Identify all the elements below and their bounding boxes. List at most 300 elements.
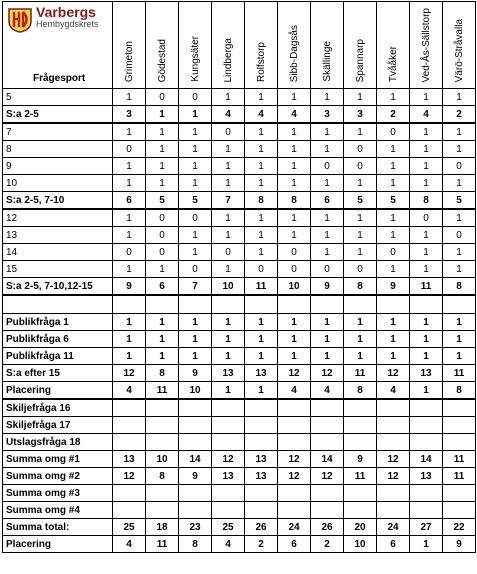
column-header-label: Rolfstorp bbox=[255, 41, 267, 82]
score-cell: 26 bbox=[311, 519, 344, 536]
score-cell: 5 bbox=[443, 192, 476, 210]
score-cell: 20 bbox=[344, 519, 377, 536]
score-cell: 1 bbox=[179, 244, 212, 261]
score-cell: 11 bbox=[146, 382, 179, 400]
score-cell: 1 bbox=[278, 209, 311, 227]
score-cell: 9 bbox=[179, 468, 212, 485]
score-cell: 1 bbox=[410, 348, 443, 365]
score-cell: 8 bbox=[410, 192, 443, 210]
table-row bbox=[3, 209, 476, 227]
score-cell bbox=[410, 399, 443, 417]
score-cell: 6 bbox=[113, 192, 146, 210]
table-row bbox=[3, 261, 476, 278]
score-cell: 9 bbox=[377, 278, 410, 296]
row-label: Skiljefråga 17 bbox=[3, 417, 113, 434]
column-header bbox=[311, 2, 344, 89]
row-label: Summa omg #4 bbox=[3, 502, 113, 519]
column-header-label: Tvååker bbox=[387, 45, 399, 82]
score-cell: 0 bbox=[146, 89, 179, 106]
score-cell: 27 bbox=[410, 519, 443, 536]
score-cell: 1 bbox=[245, 331, 278, 348]
score-cell bbox=[212, 399, 245, 417]
score-cell: 2 bbox=[377, 106, 410, 124]
score-cell: 1 bbox=[377, 314, 410, 331]
score-cell bbox=[245, 399, 278, 417]
score-cell: 1 bbox=[212, 331, 245, 348]
row-label: 14 bbox=[3, 244, 113, 261]
score-cell: 10 bbox=[146, 451, 179, 468]
score-cell: 8 bbox=[146, 365, 179, 382]
score-cell: 0 bbox=[212, 244, 245, 261]
table-row bbox=[3, 331, 476, 348]
logo-icon bbox=[6, 5, 34, 33]
table-row bbox=[3, 502, 476, 519]
score-cell: 1 bbox=[113, 227, 146, 244]
score-cell: 8 bbox=[344, 382, 377, 400]
corner-cell bbox=[3, 2, 113, 89]
row-label: 5 bbox=[3, 89, 113, 106]
score-cell bbox=[311, 434, 344, 451]
column-header-label: Ved-Ås-Sällstorp bbox=[420, 7, 432, 82]
column-header bbox=[278, 2, 311, 89]
score-cell bbox=[146, 417, 179, 434]
score-cell: 10 bbox=[278, 278, 311, 296]
row-label: 15 bbox=[3, 261, 113, 278]
score-cell: 8 bbox=[278, 192, 311, 210]
score-cell: 1 bbox=[212, 89, 245, 106]
score-cell: 1 bbox=[377, 89, 410, 106]
score-cell: 10 bbox=[344, 536, 377, 553]
score-cell bbox=[311, 295, 344, 314]
column-header bbox=[377, 2, 410, 89]
score-cell bbox=[278, 485, 311, 502]
score-cell: 0 bbox=[311, 261, 344, 278]
score-cell bbox=[113, 417, 146, 434]
score-cell: 1 bbox=[113, 261, 146, 278]
score-cell bbox=[212, 485, 245, 502]
score-cell: 1 bbox=[410, 314, 443, 331]
score-cell: 9 bbox=[113, 278, 146, 296]
table-row bbox=[3, 175, 476, 192]
score-cell: 18 bbox=[146, 519, 179, 536]
score-cell bbox=[212, 502, 245, 519]
score-cell: 1 bbox=[113, 123, 146, 141]
row-label: Summa total: bbox=[3, 519, 113, 536]
score-cell: 1 bbox=[377, 348, 410, 365]
score-cell: 11 bbox=[146, 536, 179, 553]
score-cell: 26 bbox=[245, 519, 278, 536]
score-cell: 0 bbox=[377, 123, 410, 141]
score-cell: 1 bbox=[311, 227, 344, 244]
score-cell: 1 bbox=[245, 314, 278, 331]
brand-subtitle: Hembygdskrets bbox=[36, 19, 99, 30]
score-cell: 1 bbox=[212, 158, 245, 175]
score-cell: 1 bbox=[311, 331, 344, 348]
table-row bbox=[3, 244, 476, 261]
score-cell: 7 bbox=[179, 278, 212, 296]
table-row bbox=[3, 295, 476, 314]
score-cell: 1 bbox=[212, 175, 245, 192]
score-cell: 9 bbox=[179, 365, 212, 382]
column-header-label: Värö-Stråvalla bbox=[453, 18, 465, 82]
score-cell: 5 bbox=[377, 192, 410, 210]
score-cell: 1 bbox=[377, 158, 410, 175]
score-cell: 1 bbox=[344, 314, 377, 331]
row-label: 10 bbox=[3, 175, 113, 192]
score-cell bbox=[443, 434, 476, 451]
score-cell: 12 bbox=[278, 451, 311, 468]
score-cell bbox=[311, 485, 344, 502]
table-body bbox=[3, 89, 476, 553]
score-cell: 0 bbox=[113, 141, 146, 158]
score-cell: 1 bbox=[344, 227, 377, 244]
score-table bbox=[2, 1, 476, 553]
score-cell: 12 bbox=[212, 451, 245, 468]
table-row bbox=[3, 192, 476, 210]
score-cell bbox=[146, 502, 179, 519]
score-cell bbox=[146, 434, 179, 451]
score-cell: 12 bbox=[278, 468, 311, 485]
score-cell bbox=[179, 485, 212, 502]
score-cell: 1 bbox=[377, 209, 410, 227]
score-cell: 1 bbox=[212, 382, 245, 400]
score-cell: 1 bbox=[443, 123, 476, 141]
score-cell: 14 bbox=[179, 451, 212, 468]
score-cell: 4 bbox=[377, 382, 410, 400]
row-label: Publikfråga 6 bbox=[3, 331, 113, 348]
score-cell: 0 bbox=[146, 209, 179, 227]
score-cell: 1 bbox=[179, 348, 212, 365]
score-cell bbox=[344, 434, 377, 451]
score-cell: 8 bbox=[179, 536, 212, 553]
score-cell: 1 bbox=[113, 175, 146, 192]
row-label: Summa omg #1 bbox=[3, 451, 113, 468]
score-cell bbox=[113, 485, 146, 502]
score-cell: 1 bbox=[410, 261, 443, 278]
score-cell: 1 bbox=[410, 227, 443, 244]
score-cell bbox=[311, 417, 344, 434]
score-cell: 1 bbox=[278, 331, 311, 348]
score-cell: 4 bbox=[212, 106, 245, 124]
score-cell bbox=[113, 399, 146, 417]
score-cell: 1 bbox=[113, 158, 146, 175]
score-cell bbox=[443, 502, 476, 519]
score-cell: 2 bbox=[311, 536, 344, 553]
score-cell bbox=[443, 295, 476, 314]
score-cell bbox=[344, 417, 377, 434]
score-cell bbox=[377, 295, 410, 314]
score-cell: 13 bbox=[212, 468, 245, 485]
score-cell bbox=[410, 485, 443, 502]
column-header-label: Sibb-Dagsås bbox=[288, 24, 300, 82]
score-cell: 9 bbox=[311, 278, 344, 296]
table-row bbox=[3, 106, 476, 124]
score-cell bbox=[311, 502, 344, 519]
score-cell: 1 bbox=[311, 348, 344, 365]
score-cell: 4 bbox=[311, 382, 344, 400]
score-cell: 5 bbox=[344, 192, 377, 210]
score-cell: 9 bbox=[344, 451, 377, 468]
score-cell: 1 bbox=[377, 175, 410, 192]
column-header bbox=[410, 2, 443, 89]
table-row bbox=[3, 141, 476, 158]
row-label: Publikfråga 1 bbox=[3, 314, 113, 331]
score-cell bbox=[245, 502, 278, 519]
score-cell: 3 bbox=[344, 106, 377, 124]
score-cell: 1 bbox=[410, 89, 443, 106]
score-cell: 0 bbox=[344, 141, 377, 158]
header-row bbox=[3, 2, 476, 89]
score-cell: 0 bbox=[278, 244, 311, 261]
score-cell: 1 bbox=[212, 348, 245, 365]
score-cell: 0 bbox=[179, 89, 212, 106]
table-row bbox=[3, 314, 476, 331]
score-cell bbox=[443, 417, 476, 434]
score-cell: 12 bbox=[377, 451, 410, 468]
score-cell: 1 bbox=[410, 175, 443, 192]
score-cell: 13 bbox=[245, 451, 278, 468]
score-cell: 4 bbox=[410, 106, 443, 124]
score-cell: 10 bbox=[212, 278, 245, 296]
score-cell: 13 bbox=[245, 468, 278, 485]
score-cell: 1 bbox=[278, 141, 311, 158]
score-cell: 24 bbox=[377, 519, 410, 536]
table-row bbox=[3, 227, 476, 244]
score-cell bbox=[410, 434, 443, 451]
score-cell: 8 bbox=[344, 278, 377, 296]
score-cell: 1 bbox=[443, 244, 476, 261]
column-header-label: Skällinge bbox=[321, 41, 333, 82]
score-cell: 11 bbox=[443, 468, 476, 485]
score-cell bbox=[212, 434, 245, 451]
column-header bbox=[146, 2, 179, 89]
score-cell: 1 bbox=[443, 141, 476, 158]
score-cell: 1 bbox=[212, 314, 245, 331]
score-cell: 1 bbox=[278, 158, 311, 175]
score-cell: 6 bbox=[377, 536, 410, 553]
row-label: 12 bbox=[3, 209, 113, 227]
score-cell: 0 bbox=[146, 227, 179, 244]
row-label: S:a 2-5, 7-10,12-15 bbox=[3, 278, 113, 296]
score-cell: 8 bbox=[443, 382, 476, 400]
column-header bbox=[212, 2, 245, 89]
score-cell: 10 bbox=[179, 382, 212, 400]
column-header-label: Gödestad bbox=[156, 38, 168, 82]
table-row bbox=[3, 123, 476, 141]
score-cell: 6 bbox=[278, 536, 311, 553]
column-header bbox=[344, 2, 377, 89]
score-cell: 1 bbox=[410, 141, 443, 158]
column-header bbox=[443, 2, 476, 89]
table-row bbox=[3, 519, 476, 536]
score-cell bbox=[278, 399, 311, 417]
score-cell: 1 bbox=[212, 261, 245, 278]
row-label: 7 bbox=[3, 123, 113, 141]
row-label: S:a 2-5, 7-10 bbox=[3, 192, 113, 210]
score-cell bbox=[146, 295, 179, 314]
score-cell: 1 bbox=[146, 175, 179, 192]
score-cell: 1 bbox=[410, 244, 443, 261]
score-cell: 1 bbox=[245, 348, 278, 365]
score-cell: 5 bbox=[146, 192, 179, 210]
row-label: Skiljefråga 16 bbox=[3, 399, 113, 417]
score-cell: 11 bbox=[245, 278, 278, 296]
row-label: S:a efter 15 bbox=[3, 365, 113, 382]
score-cell: 13 bbox=[245, 365, 278, 382]
score-cell bbox=[113, 434, 146, 451]
score-cell: 1 bbox=[212, 209, 245, 227]
score-cell: 1 bbox=[146, 331, 179, 348]
score-cell bbox=[245, 295, 278, 314]
score-cell: 12 bbox=[311, 468, 344, 485]
score-cell: 1 bbox=[245, 175, 278, 192]
score-cell: 5 bbox=[179, 192, 212, 210]
score-cell: 6 bbox=[146, 278, 179, 296]
row-label: 13 bbox=[3, 227, 113, 244]
score-cell: 23 bbox=[179, 519, 212, 536]
score-cell: 1 bbox=[311, 244, 344, 261]
score-cell bbox=[311, 399, 344, 417]
score-cell: 3 bbox=[113, 106, 146, 124]
table-row bbox=[3, 399, 476, 417]
column-header-label: Kungsäter bbox=[189, 36, 201, 82]
score-cell: 11 bbox=[443, 451, 476, 468]
score-cell: 1 bbox=[179, 141, 212, 158]
score-cell: 1 bbox=[146, 106, 179, 124]
score-cell: 4 bbox=[113, 536, 146, 553]
score-cell: 1 bbox=[278, 227, 311, 244]
table-row bbox=[3, 434, 476, 451]
score-cell: 13 bbox=[212, 365, 245, 382]
score-cell bbox=[377, 399, 410, 417]
score-cell bbox=[377, 502, 410, 519]
score-cell bbox=[212, 417, 245, 434]
score-cell: 1 bbox=[278, 348, 311, 365]
score-cell: 1 bbox=[311, 123, 344, 141]
score-cell: 6 bbox=[311, 192, 344, 210]
score-cell bbox=[245, 417, 278, 434]
score-cell: 11 bbox=[410, 278, 443, 296]
score-cell: 1 bbox=[377, 227, 410, 244]
score-cell: 1 bbox=[311, 314, 344, 331]
score-cell: 1 bbox=[311, 175, 344, 192]
score-cell bbox=[344, 502, 377, 519]
score-cell: 0 bbox=[179, 209, 212, 227]
score-cell: 1 bbox=[212, 227, 245, 244]
column-header-label: Lindberga bbox=[222, 37, 234, 82]
table-row bbox=[3, 278, 476, 296]
score-cell: 0 bbox=[344, 158, 377, 175]
score-cell bbox=[179, 417, 212, 434]
score-cell: 1 bbox=[344, 89, 377, 106]
table-row bbox=[3, 417, 476, 434]
score-cell: 1 bbox=[245, 123, 278, 141]
score-cell: 1 bbox=[344, 209, 377, 227]
score-cell: 1 bbox=[311, 141, 344, 158]
score-cell: 12 bbox=[278, 365, 311, 382]
score-cell bbox=[113, 502, 146, 519]
score-cell: 1 bbox=[113, 314, 146, 331]
row-label: S:a 2-5 bbox=[3, 106, 113, 124]
score-cell: 1 bbox=[344, 175, 377, 192]
score-cell: 1 bbox=[278, 123, 311, 141]
score-cell: 1 bbox=[410, 331, 443, 348]
score-cell bbox=[113, 295, 146, 314]
score-cell: 8 bbox=[443, 278, 476, 296]
score-cell: 12 bbox=[113, 365, 146, 382]
score-cell: 7 bbox=[212, 192, 245, 210]
score-cell: 2 bbox=[245, 536, 278, 553]
row-label: Placering bbox=[3, 382, 113, 400]
column-header bbox=[179, 2, 212, 89]
score-cell: 0 bbox=[146, 244, 179, 261]
score-cell: 14 bbox=[410, 451, 443, 468]
score-cell: 25 bbox=[212, 519, 245, 536]
score-cell bbox=[443, 485, 476, 502]
score-cell: 4 bbox=[278, 106, 311, 124]
score-cell bbox=[278, 502, 311, 519]
score-cell bbox=[146, 485, 179, 502]
score-cell: 1 bbox=[278, 175, 311, 192]
score-cell: 1 bbox=[344, 348, 377, 365]
column-header-label: Spannarp bbox=[354, 38, 366, 82]
score-cell: 1 bbox=[146, 314, 179, 331]
score-cell: 13 bbox=[410, 468, 443, 485]
score-cell bbox=[278, 434, 311, 451]
score-cell bbox=[410, 295, 443, 314]
score-cell: 1 bbox=[179, 331, 212, 348]
score-cell: 13 bbox=[410, 365, 443, 382]
score-cell: 1 bbox=[146, 158, 179, 175]
score-cell: 14 bbox=[311, 451, 344, 468]
score-cell: 8 bbox=[146, 468, 179, 485]
score-cell: 1 bbox=[410, 382, 443, 400]
score-cell: 1 bbox=[344, 123, 377, 141]
score-cell: 0 bbox=[344, 261, 377, 278]
score-cell: 1 bbox=[179, 175, 212, 192]
score-cell: 1 bbox=[146, 123, 179, 141]
table-row bbox=[3, 536, 476, 553]
score-cell: 1 bbox=[245, 227, 278, 244]
table-row bbox=[3, 382, 476, 400]
score-cell bbox=[344, 295, 377, 314]
score-cell: 12 bbox=[113, 468, 146, 485]
score-cell: 1 bbox=[146, 141, 179, 158]
score-cell bbox=[245, 485, 278, 502]
score-cell: 1 bbox=[179, 106, 212, 124]
row-label: Publikfråga 11 bbox=[3, 348, 113, 365]
score-cell: 1 bbox=[443, 348, 476, 365]
score-cell: 1 bbox=[245, 158, 278, 175]
score-cell: 11 bbox=[443, 365, 476, 382]
score-cell: 22 bbox=[443, 519, 476, 536]
score-cell: 1 bbox=[278, 314, 311, 331]
score-cell: 1 bbox=[377, 331, 410, 348]
score-cell: 11 bbox=[344, 468, 377, 485]
corner-label: Frågesport bbox=[33, 73, 86, 84]
score-cell: 0 bbox=[179, 261, 212, 278]
score-cell: 1 bbox=[443, 261, 476, 278]
score-cell: 1 bbox=[278, 89, 311, 106]
score-cell: 1 bbox=[146, 348, 179, 365]
brand-name: Varbergs bbox=[36, 4, 96, 20]
score-cell bbox=[179, 295, 212, 314]
score-cell: 1 bbox=[443, 89, 476, 106]
score-cell: 0 bbox=[113, 244, 146, 261]
score-cell: 0 bbox=[377, 244, 410, 261]
row-label: 9 bbox=[3, 158, 113, 175]
score-cell: 0 bbox=[245, 261, 278, 278]
